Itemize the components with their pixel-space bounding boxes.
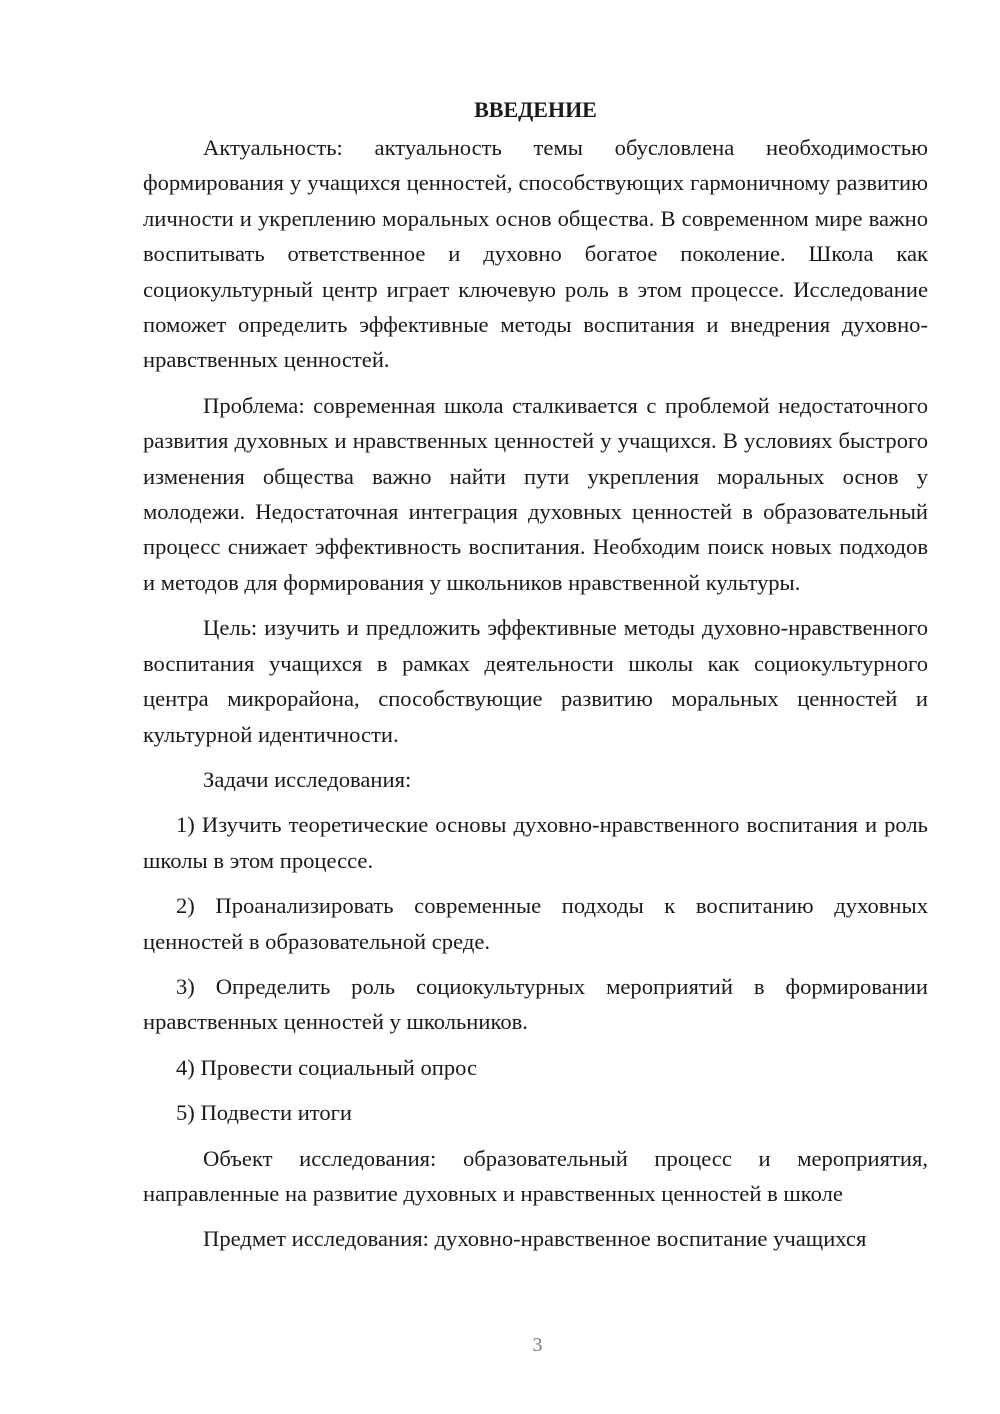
problem-paragraph: Проблема: современная школа сталкивается с проблемой недостаточного развития духовных и нравственных ценностей у учащихся. В условиях быстрого изменения общества важно найти пути укрепления моральных основ у молодежи. Недостаточная интеграция духовных ценностей в образовательный процесс снижает эффективность воспитания. Необходим поиск новых подходов и методов для формирования у школьников нравственной культуры. [143,392,928,595]
document-page [143,92,928,1267]
subject-paragraph: Предмет исследования: духовно-нравственное воспитание учащихся [203,1226,867,1252]
relevance-paragraph: Актуальность: актуальность темы обусловлена необходимостью формирования у учащихся ценностей, способствующих гармоничному развитию личности и укреплению моральных основ общества. В современном мире важно воспитывать ответственное и духовно богатое поколение. Школа как социокультурный центр играет ключевую роль в этом процессе. Исследование поможет определить эффективные методы воспитания и внедрения духовно-нравственных ценностей. [143,135,928,373]
task-item: 3) Определить роль социокультурных мероприятий в формировании нравственных ценностей у школьников. [143,973,928,1035]
page-title: ВВЕДЕНИЕ [474,97,597,122]
tasks-heading: Задачи исследования: [203,766,412,792]
object-paragraph: Объект исследования: образовательный процесс и мероприятия, направленные на развитие духовных и нравственных ценностей в школе [143,1145,928,1206]
task-item: 2) Проанализировать современные подходы к воспитанию духовных ценностей в образовательной среде. [143,893,928,954]
goal-paragraph: Цель: изучить и предложить эффективные методы духовно-нравственного воспитания учащихся в рамках деятельности школы как социокультурного центра микрорайона, способствующие развитию моральных ценностей и культурной идентичности. [143,615,928,747]
task-item: 1) Изучить теоретические основы духовно-нравственного воспитания и роль школы в этом процессе. [143,812,928,873]
task-item: 4) Провести социальный опрос [176,1054,478,1080]
task-item: 5) Подвести итоги [176,1100,353,1126]
page-number: 3 [532,1334,543,1356]
